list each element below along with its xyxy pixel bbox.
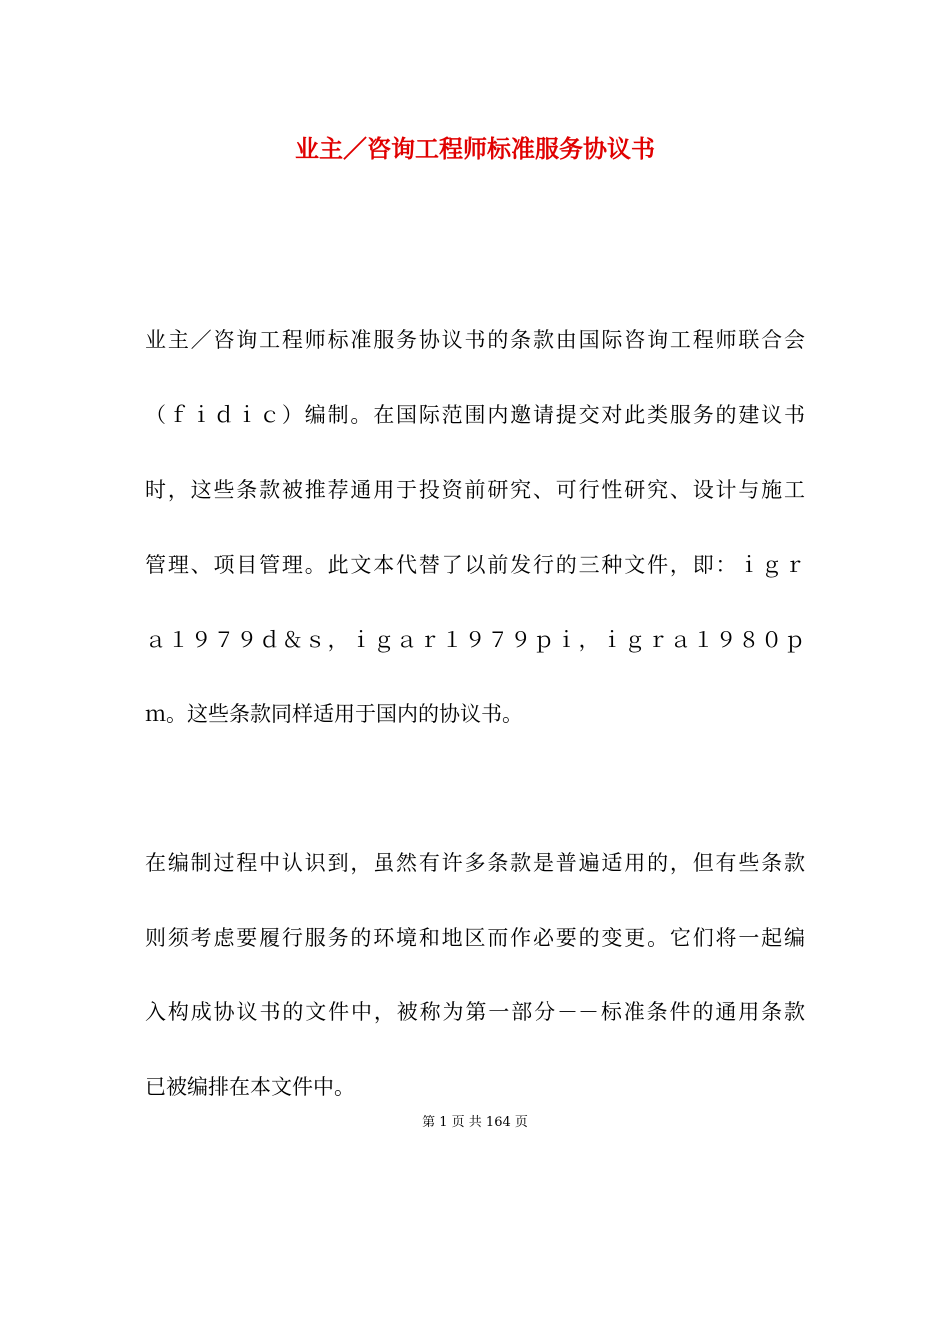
paragraph-line: 入构成协议书的文件中，被称为第一部分－－标准条件的通用条款 [145, 1000, 805, 1024]
page-number-footer: 第 1 页 共 164 页 [422, 1115, 528, 1130]
paragraph-line: ｍ。这些条款同样适用于国内的协议书。 [145, 702, 523, 726]
paragraph-line: 则须考虑要履行服务的环境和地区而作必要的变更。它们将一起编 [145, 926, 805, 950]
paragraph-line: 业主／咨询工程师标准服务协议书的条款由国际咨询工程师联合会 [145, 328, 805, 352]
paragraph-line: 已被编排在本文件中。 [145, 1075, 355, 1099]
paragraph-line: 时，这些条款被推荐通用于投资前研究、可行性研究、设计与施工 [145, 478, 805, 502]
paragraph-line: （ｆｉｄｉｃ）编制。在国际范围内邀请提交对此类服务的建议书 [145, 403, 805, 427]
paragraph-line: 管理、项目管理。此文本代替了以前发行的三种文件，即：ｉｇｒ [145, 553, 805, 577]
paragraph-line: 在编制过程中认识到，虽然有许多条款是普遍适用的，但有些条款 [145, 851, 805, 875]
document-title: 业主／咨询工程师标准服务协议书 [295, 135, 655, 163]
paragraph-line: ａ１９７９ｄ＆ｓ，ｉｇａｒ１９７９ｐｉ，ｉｇｒａ１９８０ｐ [145, 628, 805, 652]
